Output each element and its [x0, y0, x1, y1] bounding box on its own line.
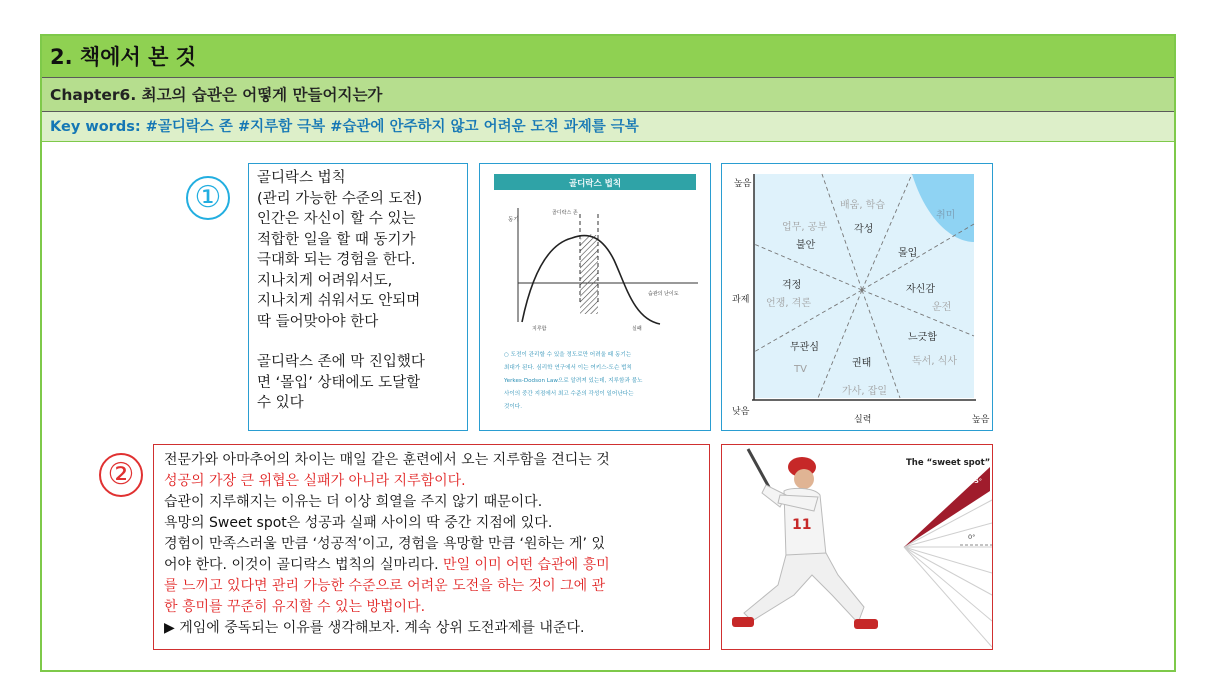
text-line: 인간은 자신이 할 수 있는: [257, 211, 416, 227]
state-label: 각성: [854, 224, 874, 235]
text-line: [164, 555, 699, 576]
state-label: 불안: [796, 240, 816, 251]
text-line: 습관이 지루해지는 이유는 더 이상 희열을 주지 않기 때문이다.: [164, 494, 543, 510]
text-line: ▶ 게임에 중독되는 이유를 생각해보자. 계속 상위 도전과제를 내준다.: [164, 620, 585, 636]
failure-label: 실패: [632, 326, 642, 332]
highlight-line: 를 느끼고 있다면 관리 가능한 수준으로 어려운 도전을 하는 것이 그에 관: [164, 578, 606, 594]
text-line: 지나치게 쉬워서도 안되며: [257, 293, 421, 309]
x-axis-label: 습관의 난이도: [648, 291, 679, 297]
x-high-label: 높음: [972, 415, 990, 425]
caption-line: 최대가 된다. 심리학 연구에서 이는 여키스-도슨 법칙: [504, 365, 632, 371]
activity-label: 가사, 잡일: [842, 386, 887, 397]
y-low-label: 낮음: [732, 407, 750, 417]
y-axis-label: 동기: [508, 217, 519, 223]
banner-text: 골디락스 법칙: [568, 179, 622, 189]
section-title: 2. 책에서 본 것: [42, 36, 1174, 78]
bat: [748, 449, 770, 489]
batter-illustration: [732, 449, 878, 629]
jersey-number: 11: [792, 517, 812, 533]
state-label: 권태: [852, 358, 872, 369]
state-label: 걱정: [782, 280, 802, 291]
y-high-label: 높음: [734, 179, 752, 189]
text-span: 어야 한다. 이것이 골디락스 법칙의 실마리다.: [164, 557, 444, 573]
y-axis-label: 과제: [732, 295, 750, 305]
highlight-line: 한 흥미를 꾸준히 유지할 수 있는 방법이다.: [164, 599, 426, 615]
text-line: 극대화 되는 경험을 한다.: [257, 252, 416, 268]
highlight-line: 성공의 가장 큰 위협은 실패가 아니라 지루함이다.: [164, 473, 466, 489]
activity-label: 업무, 공부: [782, 222, 827, 233]
angle-range-label: 25-35°: [958, 477, 983, 485]
keywords-line: Key words: #골디락스 존 #지루함 극복 #습관에 안주하지 않고 어려운 도전 과제를 극복: [42, 112, 1174, 142]
text-line: 골디락스 법칙: [257, 170, 346, 186]
activity-label: 운전: [932, 302, 952, 313]
state-label: 자신감: [906, 284, 935, 295]
angle-guides: [904, 500, 992, 647]
activity-label: 독서, 식사: [912, 356, 957, 367]
text-line: 골디락스 존에 막 진입했다: [257, 354, 425, 370]
head: [794, 469, 814, 489]
flow-diagram: [722, 164, 992, 430]
chapter-title: Chapter6. 최고의 습관은 어떻게 만들어지는가: [42, 78, 1174, 112]
goldilocks-zone-hatch: [580, 234, 598, 314]
text-line: 전문가와 아마추어의 차이는 매일 같은 훈련에서 오는 지루함을 견디는 것: [164, 452, 610, 468]
left-shoe: [732, 617, 754, 627]
text-line: 욕망의 Sweet spot은 성공과 실패 사이의 딱 중간 지점에 있다.: [164, 515, 553, 531]
goldilocks-figure: [479, 163, 711, 431]
activity-label: TV: [794, 364, 807, 375]
state-label: 몰입: [898, 248, 918, 259]
legs: [744, 553, 864, 623]
text-line: (관리 가능한 수준의 도전): [257, 190, 423, 207]
number-two-badge: ②: [99, 453, 143, 497]
number-one-badge: ①: [186, 176, 230, 220]
zone-label: 골디락스 존: [552, 210, 578, 216]
text-line: 딱 들어맞아야 한다: [257, 313, 379, 330]
flow-diagram-figure: [721, 163, 993, 431]
zero-angle-label: 0°: [968, 533, 976, 541]
goldilocks-graph: [480, 164, 710, 430]
caption-line: Yerkes-Dodson Law으로 알려져 있는데, 지루함과 불노: [504, 378, 643, 384]
activity-label: 취미: [936, 210, 956, 221]
goldilocks-text-box: [248, 163, 468, 431]
boredom-text-box: [153, 444, 710, 650]
boredom-label: 지루함: [532, 326, 547, 332]
highlight-span: 만일 이미 어떤 습관에 흥미: [443, 557, 610, 573]
x-axis-label: 실력: [854, 415, 872, 425]
text-line: 지나치게 어려워서도,: [257, 272, 393, 289]
caption-line: 사이의 중간 지점에서 최고 수준의 각성이 일어난다는: [504, 391, 634, 397]
sweet-spot-figure: [721, 444, 993, 650]
activity-label: 언쟁, 격론: [766, 298, 811, 309]
activity-label: 배움, 학습: [840, 200, 885, 211]
caption-line: ○ 도전이 관리할 수 있을 정도로만 어려울 때 동기는: [504, 352, 632, 358]
text-line: 경험이 만족스러울 만큼 ‘성공적’이고, 경험을 욕망할 만큼 ‘원하는 게’ 있: [164, 536, 605, 552]
state-label: 무관심: [790, 342, 819, 353]
text-line: 수 있다: [257, 395, 304, 411]
sweet-spot-title: The “sweet spot”: [906, 458, 991, 468]
right-shoe: [854, 619, 878, 629]
sweet-spot-diagram: [722, 445, 992, 649]
text-line: 면 ‘몰입’ 상태에도 도달할: [257, 374, 421, 391]
text-line: 적합한 일을 할 때 동기가: [257, 231, 416, 248]
caption-line: 것이다.: [504, 404, 522, 410]
state-label: 느긋함: [908, 332, 937, 343]
